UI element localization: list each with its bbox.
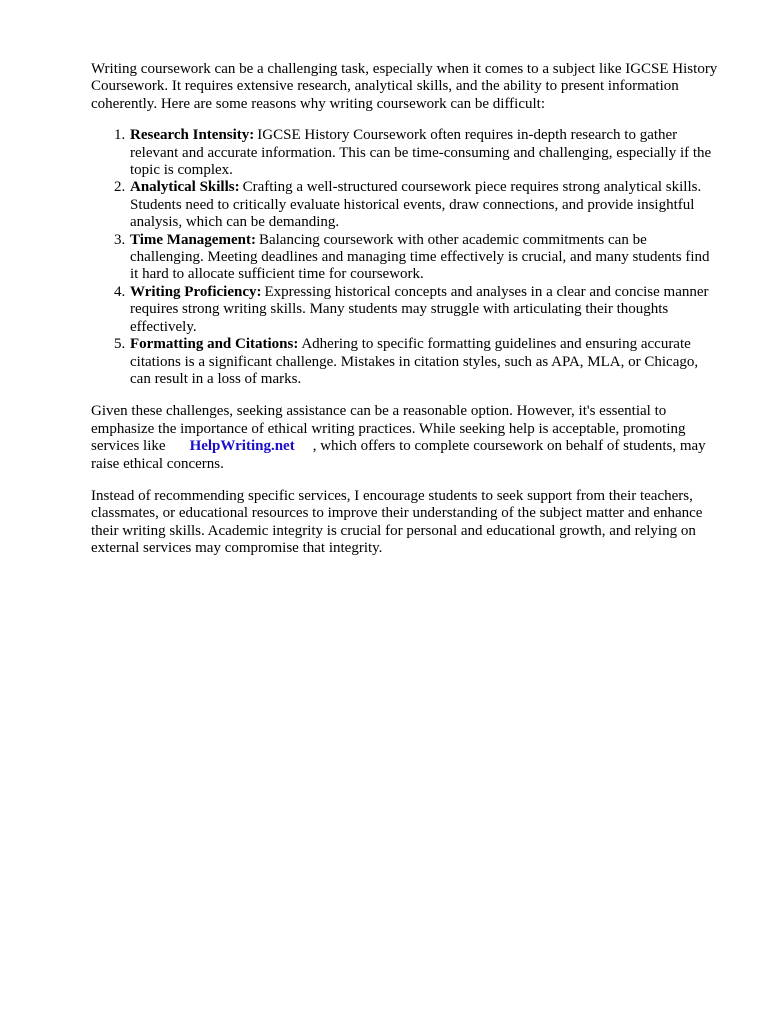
helpwriting-link[interactable]: HelpWriting.net [189,438,295,455]
list-item-title: Research Intensity: [130,127,255,144]
list-item-title: Writing Proficiency: [130,283,262,300]
assistance-text-after: , which offers to complete coursework on behalf of students, may raise ethical concerns. [91,438,706,472]
list-item-title: Analytical Skills: [130,179,240,196]
integrity-paragraph: Instead of recommending specific services, I encourage students to seek support from their teachers, classmates, or educational resources to improve their understanding of the subject matter and enhance their writing skills. Academic integrity is crucial for personal and educational growth, and relying on external services may compromise that integrity. [91,487,703,557]
list-item-text: Expressing historical concepts and analyses in a clear and concise manner requires strong writing skills. Many students may struggle with articulating their thoughts effectively. [130,283,709,335]
assistance-text-before: Given these challenges, seeking assistance can be a reasonable option. However, it's essential to emphasize the importance of ethical writing practices. While seeking help is acceptable, promoting services like [91,403,686,455]
document-page [91,61,721,573]
list-item [129,284,721,336]
intro-paragraph: Writing coursework can be a challenging task, especially when it comes to a subject like IGCSE History Coursework. It requires extensive research, analytical skills, and the ability to present information coherently. Here are some reasons why writing coursework can be difficult: [91,61,718,112]
list-item-text: IGCSE History Coursework often requires in-depth research to gather relevant and accurate information. This can be time-consuming and challenging, especially if the topic is complex. [130,127,712,179]
list-item-text: Crafting a well-structured coursework piece requires strong analytical skills. Students need to critically evaluate historical events, draw connections, and provide insightful analysis, which can be demanding. [130,179,702,231]
list-item [129,127,721,179]
list-item-title: Time Management: [130,231,256,248]
reasons-list [91,127,721,388]
list-item [129,179,721,231]
list-item-text: Adhering to specific formatting guidelines and ensuring accurate citations is a significant challenge. Mistakes in citation styles, such as APA, MLA, or Chicago, can result in a loss of marks. [130,336,699,387]
list-item [129,232,721,284]
list-item [129,336,721,388]
list-item-title: Formatting and Citations: [130,336,299,353]
assistance-paragraph [91,403,721,473]
list-item-text: Balancing coursework with other academic commitments can be challenging. Meeting deadlines and managing time effectively is crucial, and many students find it hard to allocate sufficient time for coursework. [130,231,710,283]
